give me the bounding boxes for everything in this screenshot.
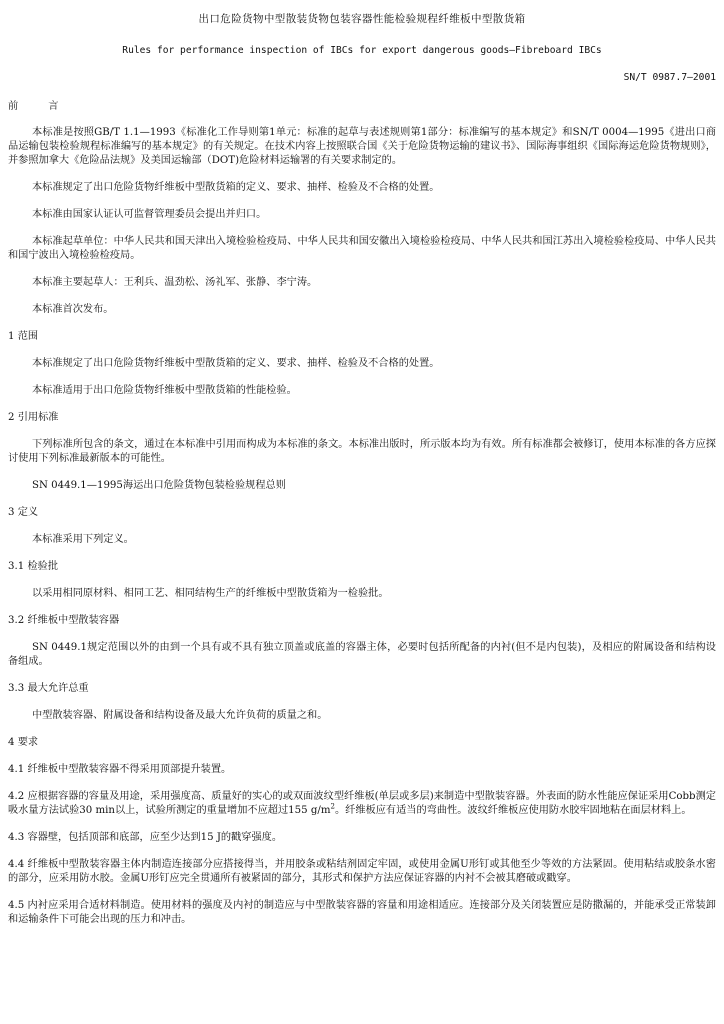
document-title-english: Rules for performance inspection of IBCs for export dangerous goods—Fibreboard IBCs (122, 45, 602, 56)
requirement-clause-text: 。纤维板应有适当的弯曲性。波纹纤维板应使用防水胶牢固地粘在面层材料上。 (334, 805, 692, 816)
subsection-heading-inspection-lot: 3.1 检验批 (8, 561, 59, 572)
requirement-clause: 4.5 内衬应采用合适材料制造。使用材料的强度及内衬的制造应与中型散装容器的容量和用途相适应。连接部分及关闭装置应是防撒漏的，并能承受正常装卸和运输条件下可能会出现的压力和冲击。 (8, 900, 716, 925)
foreword-paragraph: 本标准规定了出口危险货物纤维板中型散货箱的定义、要求、抽样、检验及不合格的处置。 (32, 182, 440, 193)
requirement-clause: 4.3 容器壁，包括顶部和底部，应至少达到15 J的戳穿强度。 (8, 832, 283, 843)
subsection-heading-max-gross-mass: 3.3 最大允许总重 (8, 683, 89, 694)
foreword-paragraph: 本标准主要起草人：王利兵、温劲松、汤礼军、张静、李宁涛。 (32, 277, 318, 288)
foreword-paragraph: 本标准由国家认证认可监督管理委员会提出并归口。 (32, 209, 267, 220)
document-body (8, 100, 716, 940)
section-heading-scope: 1 范围 (8, 331, 39, 342)
foreword-heading (8, 100, 716, 114)
document-title-chinese: 出口危险货物中型散装货物包装容器性能检验规程纤维板中型散货箱 (198, 13, 526, 25)
requirement-clause (8, 790, 716, 818)
scope-paragraph: 本标准适用于出口危险货物纤维板中型散货箱的性能检验。 (32, 385, 297, 396)
requirement-clause: 4.4 纤维板中型散装容器主体内制造连接部分应搭接得当，并用胶条或粘结剂固定牢固，或使用金属U形钉或其他至少等效的方法紧固。使用粘结或胶条水密的部分，应采用防水胶。金属U形钉应完全贯通所有被紧固的部分，其形式和保护方法应保证容器的内衬不会被其磨破或戳穿。 (8, 859, 716, 884)
definitions-paragraph: 本标准采用下列定义。 (32, 534, 134, 545)
subsection-heading-fibreboard-ibc: 3.2 纤维板中型散装容器 (8, 615, 120, 626)
foreword-heading-char-1: 前 (8, 101, 19, 112)
superscript-exponent: 2 (330, 802, 335, 811)
max-gross-mass-paragraph: 中型散装容器、附属设备和结构设备及最大允许负荷的质量之和。 (32, 710, 328, 721)
requirement-clause: 4.1 纤维板中型散装容器不得采用顶部提升装置。 (8, 764, 232, 775)
scope-paragraph: 本标准规定了出口危险货物纤维板中型散货箱的定义、要求、抽样、检验及不合格的处置。 (32, 358, 440, 369)
reference-item: SN 0449.1—1995海运出口危险货物包装检验规程总则 (32, 480, 286, 491)
section-heading-references: 2 引用标准 (8, 412, 59, 423)
fibreboard-ibc-paragraph: SN 0449.1规定范围以外的由到一个具有或不具有独立顶盖或底盖的容器主体，必要时包括所配备的内衬(但不是内包装)，及相应的附属设备和结构设备组成。 (8, 642, 716, 667)
requirement-clause-text: 4.2 应根据容器的容量及用途，采用强度高、质量好的实心的或双面波纹型纤维板(单层或多层)来制造中型散装容器。外表面的防水性能应保证采用Cobb测定吸水量方法试验30 min以上，试验所测定的重量增加不应超过155 g/m (8, 791, 716, 816)
section-heading-requirements: 4 要求 (8, 737, 39, 748)
foreword-paragraph: 本标准起草单位：中华人民共和国天津出入境检验检疫局、中华人民共和国安徽出入境检验检疫局、中华人民共和国江苏出入境检验检疫局、中华人民共和国宁波出入境检验检疫局。 (8, 236, 716, 261)
foreword-paragraph: 本标准首次发布。 (32, 304, 114, 315)
section-heading-definitions: 3 定义 (8, 507, 39, 518)
references-paragraph: 下列标准所包含的条文，通过在本标准中引用而构成为本标准的条文。本标准出版时，所示版本均为有效。所有标准都会被修订，使用本标准的各方应探讨使用下列标准最新版本的可能性。 (8, 439, 716, 464)
foreword-paragraph: 本标准是按照GB/T 1.1—1993《标准化工作导则第1单元：标准的起草与表述规则第1部分：标准编写的基本规定》和SN/T 0004—1995《进出口商品运输包装检验规程标准编写的基本规定》的有关规定。在技术内容上按照联合国《关于危险货物运输的建议书》、国际海事组织《国际海运危险货物规则》，并参照加拿大《危险品法规》及美国运输部（DOT)危险材料运输署的有关要求制定的。 (8, 127, 716, 166)
inspection-lot-paragraph: 以采用相同原材料、相同工艺、相同结构生产的纤维板中型散货箱为一检验批。 (32, 588, 389, 599)
standard-number: SN/T 0987.7—2001 (623, 72, 716, 83)
foreword-heading-char-2: 言 (48, 101, 59, 112)
